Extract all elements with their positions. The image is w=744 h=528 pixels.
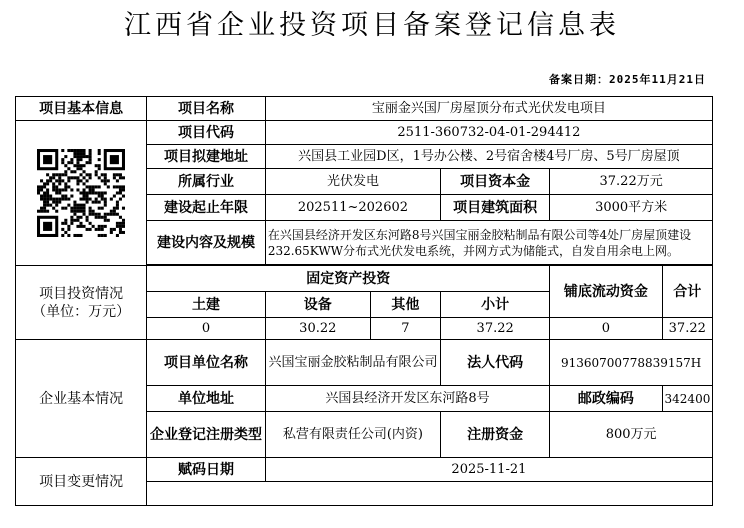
value-code-date: 2025-11-21 bbox=[265, 458, 712, 482]
value-legal-code: 91360700778839157H bbox=[550, 340, 713, 386]
label-project-name: 项目名称 bbox=[147, 97, 266, 121]
section-investment-title: 项目投资情况 bbox=[39, 285, 124, 302]
label-total: 合计 bbox=[662, 266, 712, 318]
value-project-name: 宝丽金兴国厂房屋顶分布式光伏发电项目 bbox=[265, 97, 712, 121]
section-enterprise: 企业基本情况 bbox=[16, 340, 147, 458]
value-reg-type: 私营有限责任公司(内资) bbox=[265, 412, 440, 458]
value-industry: 光伏发电 bbox=[265, 169, 440, 195]
label-code-date: 赋码日期 bbox=[147, 458, 266, 482]
label-legal-code: 法人代码 bbox=[441, 340, 550, 386]
label-project-site: 项目拟建地址 bbox=[147, 145, 266, 169]
change-empty-row bbox=[147, 482, 713, 506]
label-liquid-funds: 铺底流动资金 bbox=[550, 266, 662, 318]
value-period: 202511~202602 bbox=[265, 195, 440, 221]
value-content: 在兴国县经济开发区东河路8号兴国宝丽金胶粘制品有限公司等4处厂房屋顶建设232.65KWW分布式光伏发电系统，并网方式为储能式，自发自用余电上网。 bbox=[265, 221, 712, 265]
value-project-site: 兴国县工业园D区，1号办公楼、2号宿舍楼4号厂房、5号厂房屋顶 bbox=[265, 145, 712, 169]
label-fixed-assets: 固定资产投资 bbox=[147, 266, 550, 292]
value-civil: 0 bbox=[147, 318, 266, 340]
section-investment bbox=[16, 266, 147, 340]
label-capital: 项目资本金 bbox=[441, 169, 550, 195]
value-reg-capital: 800万元 bbox=[550, 412, 713, 458]
value-liquid: 0 bbox=[550, 318, 662, 340]
label-reg-type: 企业登记注册类型 bbox=[147, 412, 266, 458]
value-total: 37.22 bbox=[662, 318, 712, 340]
label-industry: 所属行业 bbox=[147, 169, 266, 195]
header-subtotal: 小计 bbox=[441, 292, 550, 318]
section-basic: 项目基本信息 bbox=[16, 97, 147, 121]
section-change: 项目变更情况 bbox=[16, 458, 147, 506]
value-subtotal: 37.22 bbox=[441, 318, 550, 340]
label-address: 单位地址 bbox=[147, 386, 266, 412]
header-equipment: 设备 bbox=[265, 292, 370, 318]
label-postal: 邮政编码 bbox=[550, 386, 662, 412]
label-reg-capital: 注册资金 bbox=[441, 412, 550, 458]
record-table bbox=[15, 96, 713, 506]
value-postal: 342400 bbox=[662, 386, 712, 412]
value-capital: 37.22万元 bbox=[550, 169, 713, 195]
record-date: 备案日期：2025年11月21日 bbox=[549, 73, 706, 86]
header-other: 其他 bbox=[370, 292, 440, 318]
label-period: 建设起止年限 bbox=[147, 195, 266, 221]
page-title: 江西省企业投资项目备案登记信息表 bbox=[124, 10, 620, 41]
value-area: 3000平方米 bbox=[550, 195, 713, 221]
label-unit-name: 项目单位名称 bbox=[147, 340, 266, 386]
qr-cell bbox=[16, 121, 147, 266]
value-other: 7 bbox=[370, 318, 440, 340]
qr-code-icon bbox=[37, 149, 125, 237]
value-address: 兴国县经济开发区东河路8号 bbox=[265, 386, 549, 412]
value-unit-name: 兴国宝丽金胶粘制品有限公司 bbox=[265, 340, 440, 386]
label-content: 建设内容及规模 bbox=[147, 221, 266, 265]
label-project-code: 项目代码 bbox=[147, 121, 266, 145]
header-civil: 土建 bbox=[147, 292, 266, 318]
label-area: 项目建筑面积 bbox=[441, 195, 550, 221]
value-equipment: 30.22 bbox=[265, 318, 370, 340]
value-project-code: 2511-360732-04-01-294412 bbox=[265, 121, 712, 145]
section-investment-unit: （单位：万元） bbox=[32, 303, 131, 320]
